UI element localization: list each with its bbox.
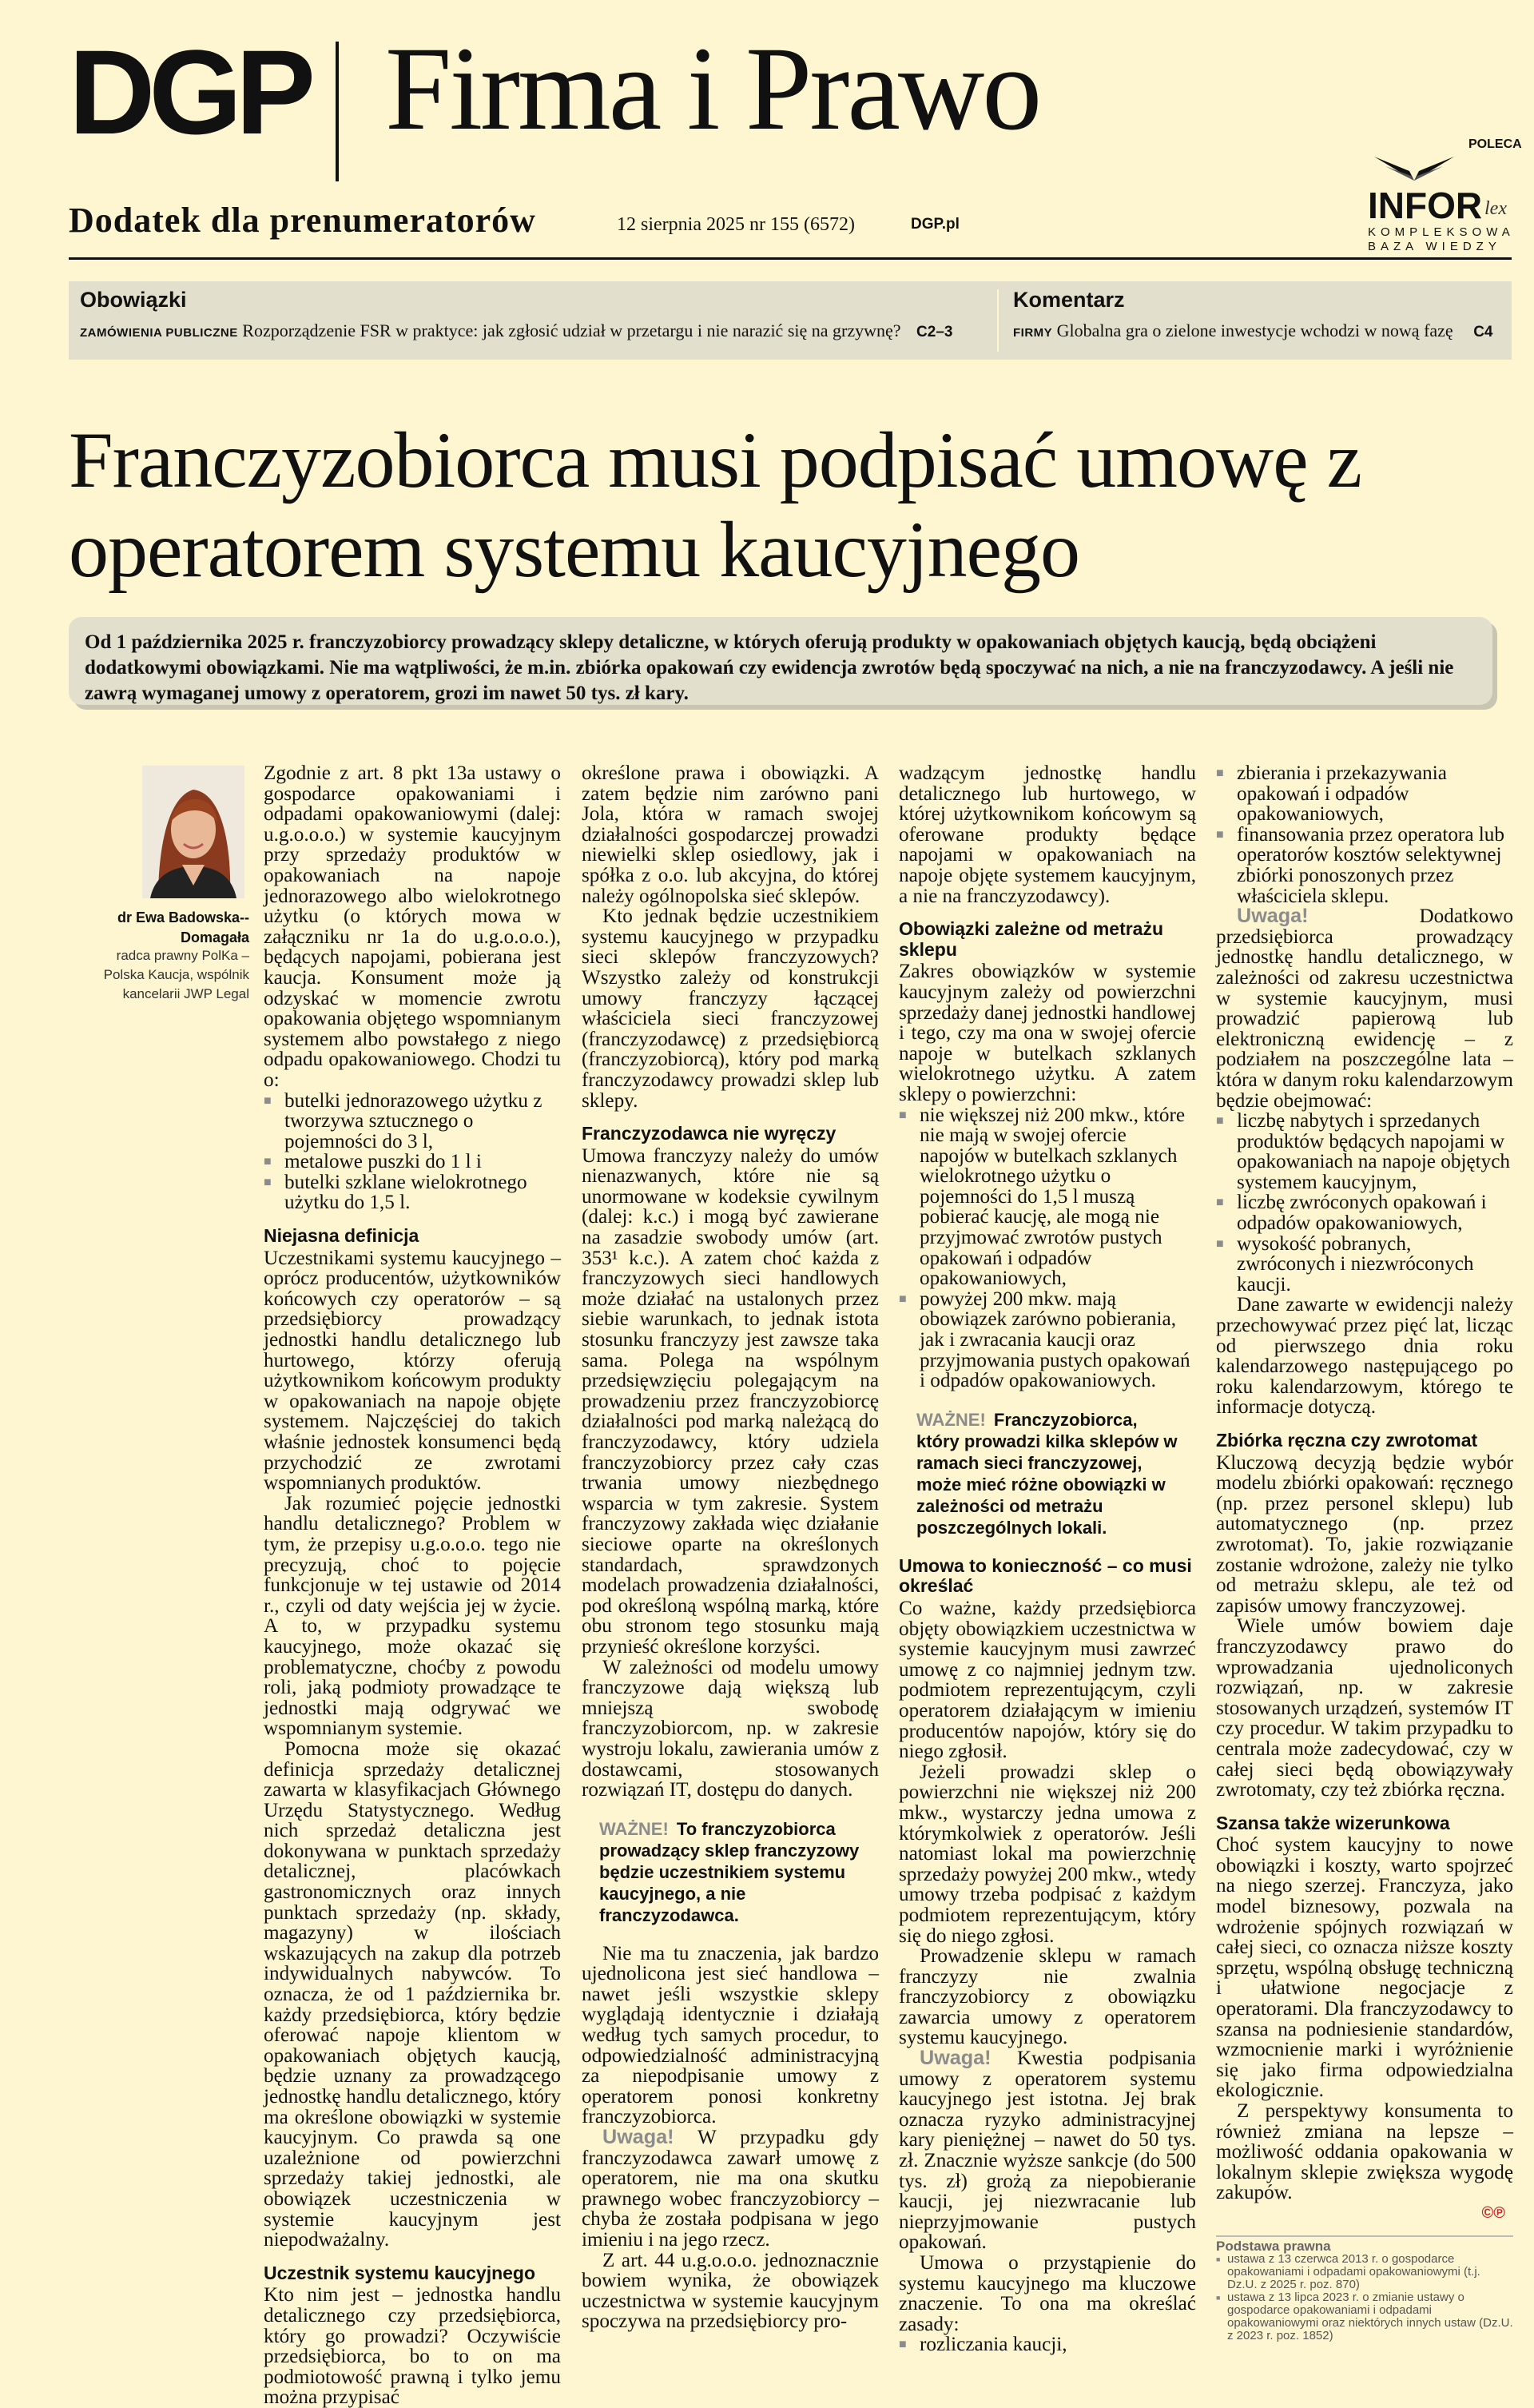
article-column-1	[264, 763, 561, 2408]
teaser-page: C4	[1473, 324, 1493, 340]
subheading: Zbiórka ręczna czy zwrotomat	[1216, 1430, 1478, 1451]
legal-item: ■ ustawa z 13 czerwca 2013 r. o gospodarce opakowaniami i odpadami opakowaniowymi (t.j. Dz.U. z 2025 r. poz. 870)	[1216, 2253, 1513, 2291]
legal-basis-title: Podstawa prawna	[1216, 2238, 1331, 2254]
article-column-3	[899, 763, 1196, 2355]
paragraph: Nie ma tu znaczenia, jak bardzo ujednolicona jest sieć handlowa – nawet jeśli wszystkie sklepy wyglądają identycznie i działają według tych samych procedur, to odpowiedzialność administracyjną za niepodpisanie umowy z operatorem ponosi konkretny franczyzobiorca.	[582, 1942, 879, 2128]
paragraph: Prowadzenie sklepu w ramach franczyzy nie zwalnia franczyzobiorcy z obowiązku zawarcia umowy z operatorem systemu kaucyjnego.	[899, 1945, 1196, 2049]
uwaga-label: Uwaga!	[602, 2126, 674, 2149]
paragraph: wadzącym jednostkę handlu detalicznego lub hurtowego, w której użytkownikom końcowym są oferowane produkty będące napojami w opakowaniach na napoje objęte systemem kaucyjnym, a nie na franczyzodawcy).	[899, 762, 1196, 907]
teaser-separator	[997, 289, 999, 352]
masthead-rule	[69, 257, 1512, 260]
teaser-obowiazki[interactable]	[80, 288, 952, 341]
teaser-section: Obowiązki	[80, 288, 187, 312]
subheading: Umowa to konieczność – co musi określać	[899, 1554, 1192, 1597]
important-box	[916, 1409, 1180, 1538]
bullet-list	[899, 1105, 1196, 1391]
paragraph: Kto nim jest – jednostka handlu detalicznego czy przedsiębiorca, który go prowadzi? Oczywiście przedsiębiorca, bo to on ma podmiotowość prawną i tylko jemu można przypisać	[264, 2284, 561, 2408]
subheading: Uczestnik systemu kaucyjnego	[264, 2262, 536, 2283]
paragraph: Umowa o przystąpienie do systemu kaucyjnego ma kluczowe znaczenie. To ona ma określać zasady:	[899, 2252, 1196, 2335]
important-box	[599, 1818, 863, 1926]
warning-label: WAŻNE!	[599, 1818, 669, 1839]
infor-tagline-2: BAZA WIEDZY	[1368, 240, 1501, 253]
issue-date: 12 sierpnia 2025 nr 155 (6572)	[617, 214, 855, 235]
paragraph: Z art. 44 u.g.o.o.o. jednoznacznie bowiem wynika, że obowiązek uczestnictwa w systemie kaucyjnym spoczywa na przedsiębiorcy pro-	[582, 2249, 879, 2333]
teaser-section: Komentarz	[1013, 288, 1125, 312]
list-item: ■ powyżej 200 mkw. mają obowiązek zarówno pobierania, jak i zwracania kaucji oraz przyjmowania pustych opakowań i odpadów opakowaniowych.	[899, 1289, 1196, 1391]
list-item: ■ butelki szklane wielokrotnego użytku do 1,5 l.	[264, 1172, 561, 1213]
teaser-komentarz[interactable]	[1013, 288, 1493, 341]
paragraph-with-note	[1216, 906, 1513, 1111]
list-item: ■ metalowe puszki do 1 l i	[264, 1152, 561, 1172]
list-item: ■ zbierania i przekazywania opakowań i odpadów opakowaniowych,	[1216, 763, 1513, 825]
paragraph: Zgodnie z art. 8 pkt 13a ustawy o gospodarce opakowaniami i odpadami opakowaniowymi (dalej: u.g.o.o.o.) w systemie kaucyjnym przy sprzedaży produktów w opakowaniach na napoje jednorazowego albo wielokrotnego użytku (o których mowa w załączniku nr 1a do u.g.o.o.o.), będących napojami, pobierana jest kaucja. Konsument może ją odzyskać w momencie zwrotu opakowania objętego wspomnianym systemem albo powstałego z niego odpadu opakowaniowego. Chodzi tu o:	[264, 762, 561, 1091]
infor-wing-icon	[1358, 152, 1470, 184]
paragraph: Choć system kaucyjny to nowe obowiązki i koszty, warto spojrzeć na niego szerzej. Franczyza, jako model biznesowy, pozwala na wdrożenie spójnych rozwiązań w całej sieci, co oznacza niższe koszty sprzętu, wspólną obsługę techniczną i ułatwione negocjacje z operatorami. Dla franczyzodawcy to szansa na podniesienie standardów, wzmocnienie marki i wyróżnienie się jako firma odpowiedzialna ekologicznie.	[1216, 1834, 1513, 2102]
infor-tagline-1: KOMPLEKSOWA	[1368, 225, 1515, 239]
list-item: ■ nie większej niż 200 mkw., które nie mają w swojej ofercie napojów w butelkach szklanych wielokrotnego użytku o pojemności do 1,5 l muszą pobierać kaucję, ale mogą nie przyjmować zwrotów pustych opakowań i odpadów opakowaniowych,	[899, 1105, 1196, 1289]
author-name: dr Ewa Badowska--Domagała	[117, 909, 249, 945]
paragraph-text: Kwestia podpisania umowy z operatorem systemu kaucyjnego jest istotna. Jej brak oznacza ryzyko administracyjnej kary pieniężnej – nawet do 50 tys. zł. Znacznie wyższe sankcje (do 500 tys. zł) grożą za niepobieranie kaucji, jej niezwracanie lub nieprzyjmowanie pustych opakowań.	[899, 2048, 1196, 2254]
author-bio: radca prawny PolKa – Polska Kaucja, wspólnik kancelarii JWP Legal	[103, 948, 249, 1001]
paragraph: Wiele umów bowiem daje franczyzodawcy prawo do wprowadzania ujednoliconych rozwiązań, np. w zakresie stosowanych urządzeń, systemów IT czy procedur. W takim przypadku to centrala może zadecydować, czy w całej sieci będą obowiązywały zwrotomaty, czy też zbiórka ręczna.	[1216, 1615, 1513, 1801]
masthead-divider	[336, 42, 339, 181]
site-link[interactable]: DGP.pl	[911, 216, 960, 233]
list-item: ■ liczbę zwróconych opakowań i odpadów opakowaniowych,	[1216, 1192, 1513, 1233]
bullet-list	[899, 2334, 1196, 2355]
teaser-category: ZAMÓWIENIA PUBLICZNE	[80, 326, 238, 340]
paragraph: W zależności od modelu umowy franczyzowe dają większą lub mniejszą swobodę franczyzobiorcom, np. w zakresie wystroju lokalu, zawierania umów z dostawcami, stosowanych rozwiązań IT, dostępu do danych.	[582, 1656, 879, 1801]
paragraph: Jak rozumieć pojęcie jednostki handlu detalicznego? Problem w tym, że przepisy u.g.o.o.o. tego nie precyzują, choć to pojęcie funkcjonuje w tej ustawie od 2014 r., czyli od daty wejścia jej w życie. A to, w przypadku systemu kaucyjnego, może okazać się problematyczne, choćby z powodu roli, jaką podmioty prowadzące te jednostki mają odgrywać we wspomnianym systemie.	[264, 1492, 561, 1740]
article-column-2	[582, 763, 879, 2332]
dgp-logo: DGP	[69, 25, 310, 159]
teaser-text: Globalna gra o zielone inwestycje wchodzi w nową fazę	[1056, 320, 1453, 340]
legal-basis	[1216, 2235, 1513, 2342]
uwaga-label: Uwaga!	[1237, 905, 1309, 928]
bullet-list	[1216, 1111, 1513, 1295]
paragraph: Zakres obowiązków w systemie kaucyjnym zależy od powierzchni sprzedaży danej jednostki handlowej i tego, czy ma ona w swojej ofercie napoje w butelkach szklanych wielokrotnego użytku. A zatem sklepy o powierzchni:	[899, 961, 1196, 1105]
paragraph-with-note	[899, 2048, 1196, 2253]
paragraph: Z perspektywy konsumenta to również zmiana na lepsze – możliwość oddania opakowania w lokalnym sklepie zwiększa wygodę zakupów.	[1216, 2100, 1513, 2204]
paragraph: Pomocna może się okazać definicja sprzedaży detalicznej zawarta w klasyfikacjach Głównego Urzędu Statystycznego. Według nich sprzedaż detaliczna jest dokonywana w punktach sprzedaży detalicznej, placówkach gastronomicznych oraz innych punktach sprzedaży (np. składy, magazyny) w ilościach wskazujących na zakup dla potrzeb indywidualnych nabywców. To oznacza, że od 1 października br. każdy przedsiębiorca, który będzie oferować napoje klientom w opakowaniach objętych kaucją, będzie uznany za prowadzącego jednostkę handlu detalicznego, który ma określone obowiązki w systemie kaucyjnym. Co prawda są one uzależnione od powierzchni sprzedaży takiej jednostki, ale obowiązek uczestniczenia w systemie kaucyjnym jest niepodważalny.	[264, 1737, 561, 2251]
article-lead: Od 1 października 2025 r. franczyzobiorcy prowadzący sklepy detaliczne, w których oferują produkty w opakowaniach objętych kaucją, będą obciążeni dodatkowymi obowiązkami. Nie ma wątpliwości, że m.in. zbiórka opakowań czy ewidencja zwrotów będą spoczywać na nich, a nie na franczyzodawcy. A jeśli nie zawrą wymaganej umowy z operatorem, grozi im nawet 50 tys. zł kary.	[69, 617, 1492, 705]
bullet-list	[264, 1091, 561, 1214]
list-item: ■ finansowania przez operatora lub operatorów kosztów selektywnej zbiórki ponoszonych przez właściciela sklepu.	[1216, 825, 1513, 906]
teaser-page: C2–3	[916, 324, 953, 340]
subheading: Szansa także wizerunkowa	[1216, 1812, 1450, 1833]
legal-item: ■ ustawa z 13 lipca 2023 r. o zmianie ustawy o gospodarce opakowaniami i odpadami opakowaniowymi oraz niektórych innych ustaw (Dz.U. z 2023 r. poz. 1852)	[1216, 2291, 1513, 2342]
list-item: ■ liczbę nabytych i sprzedanych produktów będących napojami w opakowaniach na napoje objętych systemem kaucyjnym,	[1216, 1111, 1513, 1192]
paragraph: Uczestnikami systemu kaucyjnego – oprócz producentów, użytkowników końcowych czy operatorów – są przedsiębiorcy prowadzący jednostki handlu detalicznego lub hurtowego, którzy oferują użytkownikom końcowym produkty w opakowaniach na napoje objęte systemem. Najczęściej do takich właśnie jednostek konsumenci będą przychodzić ze zwrotami wspomnianych produktów.	[264, 1247, 561, 1495]
subheading: Niejasna definicja	[264, 1225, 419, 1247]
paragraph: Co ważne, każdy przedsiębiorca objęty obowiązkiem uczestnictwa w systemie kaucyjnym musi zawrzeć umowę z co najmniej jednym tzw. podmiotem reprezentującym, czyli operatorem działającym w imieniu producentów napojów, który się do niego zgłosił.	[899, 1598, 1196, 1763]
uwaga-label: Uwaga!	[920, 2047, 992, 2070]
infor-lex-suffix: lex	[1484, 198, 1507, 219]
important-text: Franczyzobiorca, który prowadzi kilka sklepów w ramach sieci franczyzowej, może mieć różne obowiązki w zależności od metrażu poszczególnych lokali.	[916, 1409, 1178, 1538]
paragraph: określone prawa i obowiązki. A zatem będzie nim zarówno pani Jola, która w ramach swojej działalności gospodarczej prowadzi niewielki sklep osiedlowy, jak i spółka z o.o. lub akcyjna, do której należy ogólnopolska sieć sklepów.	[582, 762, 879, 907]
copyright-mark: ©℗	[1481, 2203, 1505, 2222]
supplement-label: Dodatek dla prenumeratorów	[69, 201, 536, 240]
subheading: Obowiązki zależne od metrażu sklepu	[899, 918, 1164, 960]
paragraph: Kto jednak będzie uczestnikiem systemu kaucyjnego w przypadku sieci sklepów franczyzowych? Wszystko zależy od konstrukcji umowy franczyzy łączącej właściciela sieci franczyzowej (franczyzodawcę) z przedsiębiorcą (franczyzobiorcą), który pod marką franczyzodawcy prowadzi sklep lub sklepy.	[582, 905, 879, 1112]
important-text: To franczyzobiorca prowadzący sklep franczyzowy będzie uczestnikiem systemu kaucyjnego, a nie franczyzodawca.	[599, 1818, 860, 1925]
teaser-text: Rozporządzenie FSR w praktyce: jak zgłosić udział w przetargu i nie narazić się na grzywnę?	[242, 320, 901, 340]
section-title: Firma i Prawo	[385, 22, 1040, 155]
paragraph-text: W przypadku gdy franczyzodawca zawarł umowę z operatorem, nie ma ona skutku prawnego wobec franczyzobiorcy – chyba że została podpisana w jego imieniu i na jego rzecz.	[582, 2127, 879, 2251]
author-photo	[142, 766, 244, 898]
article-column-4	[1216, 763, 1513, 2342]
partner-recommend: POLECA	[1468, 137, 1522, 151]
subheading: Franczyzodawca nie wyręczy	[582, 1123, 837, 1144]
paragraph-with-note	[582, 2127, 879, 2251]
list-item: ■ wysokość pobranych, zwróconych i niezwróconych kaucji.	[1216, 1234, 1513, 1296]
warning-label: WAŻNE!	[916, 1409, 986, 1430]
article-headline: Franczyzobiorca musi podpisać umowę z operatorem systemu kaucyjnego	[69, 416, 1362, 594]
teaser-category: FIRMY	[1013, 326, 1053, 340]
paragraph: Kluczową decyzją będzie wybór modelu zbiórki opakowań: ręcznego (np. przez personel sklepu) lub automatycznego (np. przez zwrotomat). To, jakie rozwiązanie zostanie wdrożone, zależy nie tylko od metrażu sklepu, ale też od zapisów umowy franczyzowej.	[1216, 1451, 1513, 1617]
paragraph: Umowa franczyzy należy do umów nienazwanych, które nie są unormowane w kodeksie cywilnym (dalej: k.c.) i mogą być zawierane na zasadzie swobody umów (art. 353¹ k.c.). A zatem choć każda z franczyzowych sieci handlowych może działać na ustalonych przez siebie warunkach, to jednak istota stosunku franczyzy jest zawsze taka sama. Polega na wspólnym przedsięwzięciu polegającym na prowadzeniu przez franczyzobiorcę działalności pod marką należącą do franczyzodawcy, który udziela franczyzobiorcy przez cały czas trwania umowy niezbędnego wsparcia w tym zakresie. System franczyzowy zakłada więc działanie sieciowe oparte na określonych standardach, sprawdzonych modelach prowadzenia działalności, pod określoną wspólną marką, które obu stronom tego stosunku mają przynieść określone korzyści.	[582, 1144, 879, 1658]
infor-logo: INFOR	[1368, 185, 1483, 226]
list-item: ■ butelki jednorazowego użytku z tworzywa sztucznego o pojemności do 3 l,	[264, 1091, 561, 1152]
bullet-list	[1216, 763, 1513, 906]
list-item: ■ rozliczania kaucji,	[899, 2334, 1196, 2355]
paragraph-text: Dodatkowo przedsiębiorca prowadzący jednostkę handlu detalicznego, w zależności od zakresu uczestnictwa w systemie kaucyjnym, musi prowadzić papierową lub elektroniczną ewidencję – z podziałem na poszczególne lata – która w danym roku kalendarzowym będzie obejmować:	[1216, 905, 1513, 1112]
paragraph: Jeżeli prowadzi sklep o powierzchni nie większej niż 200 mkw., wystarczy jedna umowa z którymkolwiek z operatorów. Jeśli natomiast lokal ma powierzchnię sprzedaży powyżej 200 mkw., wtedy umowy trzeba podpisać z każdym podmiotem reprezentującym, który się do niego zgłosi.	[899, 1761, 1196, 1947]
paragraph: Dane zawarte w ewidencji należy przechowywać przez pięć lat, licząc od pierwszego dnia roku kalendarzowego następującego po roku kalendarzowym, którego te informacje dotyczą.	[1216, 1294, 1513, 1419]
